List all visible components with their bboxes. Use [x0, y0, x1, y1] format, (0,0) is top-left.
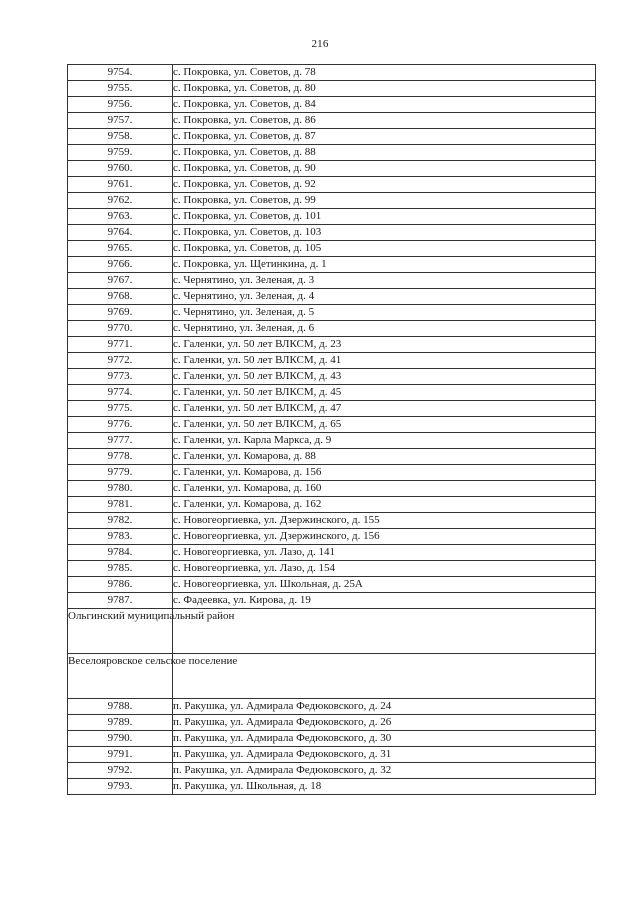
row-address: с. Галенки, ул. Комарова, д. 156 [173, 465, 596, 481]
table-row [68, 747, 596, 763]
row-number: 9790. [68, 731, 173, 747]
row-address: с. Покровка, ул. Советов, д. 99 [173, 193, 596, 209]
row-address: с. Покровка, ул. Советов, д. 92 [173, 177, 596, 193]
row-number: 9776. [68, 417, 173, 433]
table-row [68, 369, 596, 385]
table-row [68, 225, 596, 241]
row-number: 9760. [68, 161, 173, 177]
table-row [68, 449, 596, 465]
section-label: Веселояровское сельское поселение [68, 654, 173, 699]
row-address: с. Галенки, ул. 50 лет ВЛКСМ, д. 65 [173, 417, 596, 433]
table-row [68, 715, 596, 731]
table-row [68, 385, 596, 401]
row-address: с. Покровка, ул. Советов, д. 87 [173, 129, 596, 145]
row-address: с. Галенки, ул. 50 лет ВЛКСМ, д. 23 [173, 337, 596, 353]
row-number: 9783. [68, 529, 173, 545]
table-row [68, 129, 596, 145]
row-number: 9762. [68, 193, 173, 209]
row-address: с. Покровка, ул. Щетинкина, д. 1 [173, 257, 596, 273]
table-row [68, 763, 596, 779]
row-number: 9770. [68, 321, 173, 337]
row-address: с. Чернятино, ул. Зеленая, д. 6 [173, 321, 596, 337]
table-row [68, 177, 596, 193]
row-number: 9761. [68, 177, 173, 193]
row-address: с. Покровка, ул. Советов, д. 103 [173, 225, 596, 241]
row-address: с. Чернятино, ул. Зеленая, д. 4 [173, 289, 596, 305]
table-row [68, 209, 596, 225]
row-address: с. Чернятино, ул. Зеленая, д. 3 [173, 273, 596, 289]
section-empty-cell [173, 609, 596, 654]
row-number: 9772. [68, 353, 173, 369]
table-row [68, 289, 596, 305]
table-row [68, 321, 596, 337]
row-number: 9784. [68, 545, 173, 561]
table-row [68, 731, 596, 747]
row-address: с. Чернятино, ул. Зеленая, д. 5 [173, 305, 596, 321]
row-number: 9785. [68, 561, 173, 577]
row-number: 9754. [68, 65, 173, 81]
section-header-row [68, 654, 596, 699]
section-label: Ольгинский муниципальный район [68, 609, 173, 654]
row-address: с. Галенки, ул. Карла Маркса, д. 9 [173, 433, 596, 449]
row-address: с. Галенки, ул. Комарова, д. 160 [173, 481, 596, 497]
row-address: с. Галенки, ул. 50 лет ВЛКСМ, д. 41 [173, 353, 596, 369]
table-row [68, 353, 596, 369]
table-row [68, 417, 596, 433]
row-number: 9782. [68, 513, 173, 529]
row-number: 9778. [68, 449, 173, 465]
row-address: п. Ракушка, ул. Школьная, д. 18 [173, 779, 596, 795]
row-number: 9764. [68, 225, 173, 241]
row-address: п. Ракушка, ул. Адмирала Федюковского, д. 31 [173, 747, 596, 763]
table-row [68, 433, 596, 449]
row-number: 9781. [68, 497, 173, 513]
row-address: с. Новогеоргиевка, ул. Школьная, д. 25А [173, 577, 596, 593]
table-row [68, 337, 596, 353]
table-row [68, 97, 596, 113]
row-number: 9775. [68, 401, 173, 417]
row-address: с. Фадеевка, ул. Кирова, д. 19 [173, 593, 596, 609]
row-number: 9793. [68, 779, 173, 795]
row-address: с. Галенки, ул. 50 лет ВЛКСМ, д. 43 [173, 369, 596, 385]
row-number: 9780. [68, 481, 173, 497]
table-row [68, 529, 596, 545]
row-number: 9765. [68, 241, 173, 257]
row-number: 9763. [68, 209, 173, 225]
row-number: 9786. [68, 577, 173, 593]
row-address: с. Покровка, ул. Советов, д. 101 [173, 209, 596, 225]
table-row [68, 161, 596, 177]
table-row [68, 561, 596, 577]
table-row [68, 577, 596, 593]
row-address: с. Покровка, ул. Советов, д. 78 [173, 65, 596, 81]
section-header-row [68, 609, 596, 654]
row-address: с. Новогеоргиевка, ул. Дзержинского, д. 155 [173, 513, 596, 529]
row-number: 9757. [68, 113, 173, 129]
row-number: 9773. [68, 369, 173, 385]
row-number: 9759. [68, 145, 173, 161]
table-row [68, 545, 596, 561]
table-row [68, 481, 596, 497]
row-address: с. Новогеоргиевка, ул. Лазо, д. 154 [173, 561, 596, 577]
table-row [68, 145, 596, 161]
row-address: п. Ракушка, ул. Адмирала Федюковского, д. 30 [173, 731, 596, 747]
table-row [68, 305, 596, 321]
row-number: 9767. [68, 273, 173, 289]
table-row [68, 113, 596, 129]
row-number: 9777. [68, 433, 173, 449]
row-address: с. Галенки, ул. 50 лет ВЛКСМ, д. 47 [173, 401, 596, 417]
row-address: с. Новогеоргиевка, ул. Лазо, д. 141 [173, 545, 596, 561]
row-address: с. Покровка, ул. Советов, д. 86 [173, 113, 596, 129]
row-address: с. Покровка, ул. Советов, д. 80 [173, 81, 596, 97]
row-address: с. Галенки, ул. 50 лет ВЛКСМ, д. 45 [173, 385, 596, 401]
row-number: 9769. [68, 305, 173, 321]
table-row [68, 241, 596, 257]
row-address: с. Покровка, ул. Советов, д. 88 [173, 145, 596, 161]
row-address: п. Ракушка, ул. Адмирала Федюковского, д. 32 [173, 763, 596, 779]
row-address: с. Новогеоргиевка, ул. Дзержинского, д. 156 [173, 529, 596, 545]
row-address: с. Покровка, ул. Советов, д. 84 [173, 97, 596, 113]
table-row [68, 699, 596, 715]
row-number: 9768. [68, 289, 173, 305]
row-address: с. Галенки, ул. Комарова, д. 162 [173, 497, 596, 513]
page-number: 216 [311, 38, 329, 50]
table-row [68, 193, 596, 209]
table-row [68, 513, 596, 529]
table-body-sections [68, 609, 596, 699]
table-row [68, 401, 596, 417]
table-row [68, 497, 596, 513]
row-number: 9779. [68, 465, 173, 481]
row-number: 9755. [68, 81, 173, 97]
row-number: 9758. [68, 129, 173, 145]
row-address: с. Покровка, ул. Советов, д. 105 [173, 241, 596, 257]
row-address: с. Галенки, ул. Комарова, д. 88 [173, 449, 596, 465]
address-registry-table [67, 64, 596, 795]
table-row [68, 257, 596, 273]
row-number: 9756. [68, 97, 173, 113]
row-address: п. Ракушка, ул. Адмирала Федюковского, д. 24 [173, 699, 596, 715]
table-row [68, 81, 596, 97]
row-number: 9792. [68, 763, 173, 779]
row-number: 9774. [68, 385, 173, 401]
table-row [68, 273, 596, 289]
row-number: 9787. [68, 593, 173, 609]
table-body-lower [68, 699, 596, 795]
table-row [68, 465, 596, 481]
row-address: п. Ракушка, ул. Адмирала Федюковского, д. 26 [173, 715, 596, 731]
table-body-upper [68, 65, 596, 609]
row-address: с. Покровка, ул. Советов, д. 90 [173, 161, 596, 177]
row-number: 9788. [68, 699, 173, 715]
table-row [68, 593, 596, 609]
table-row [68, 779, 596, 795]
row-number: 9789. [68, 715, 173, 731]
row-number: 9771. [68, 337, 173, 353]
row-number: 9766. [68, 257, 173, 273]
row-number: 9791. [68, 747, 173, 763]
table-row [68, 65, 596, 81]
